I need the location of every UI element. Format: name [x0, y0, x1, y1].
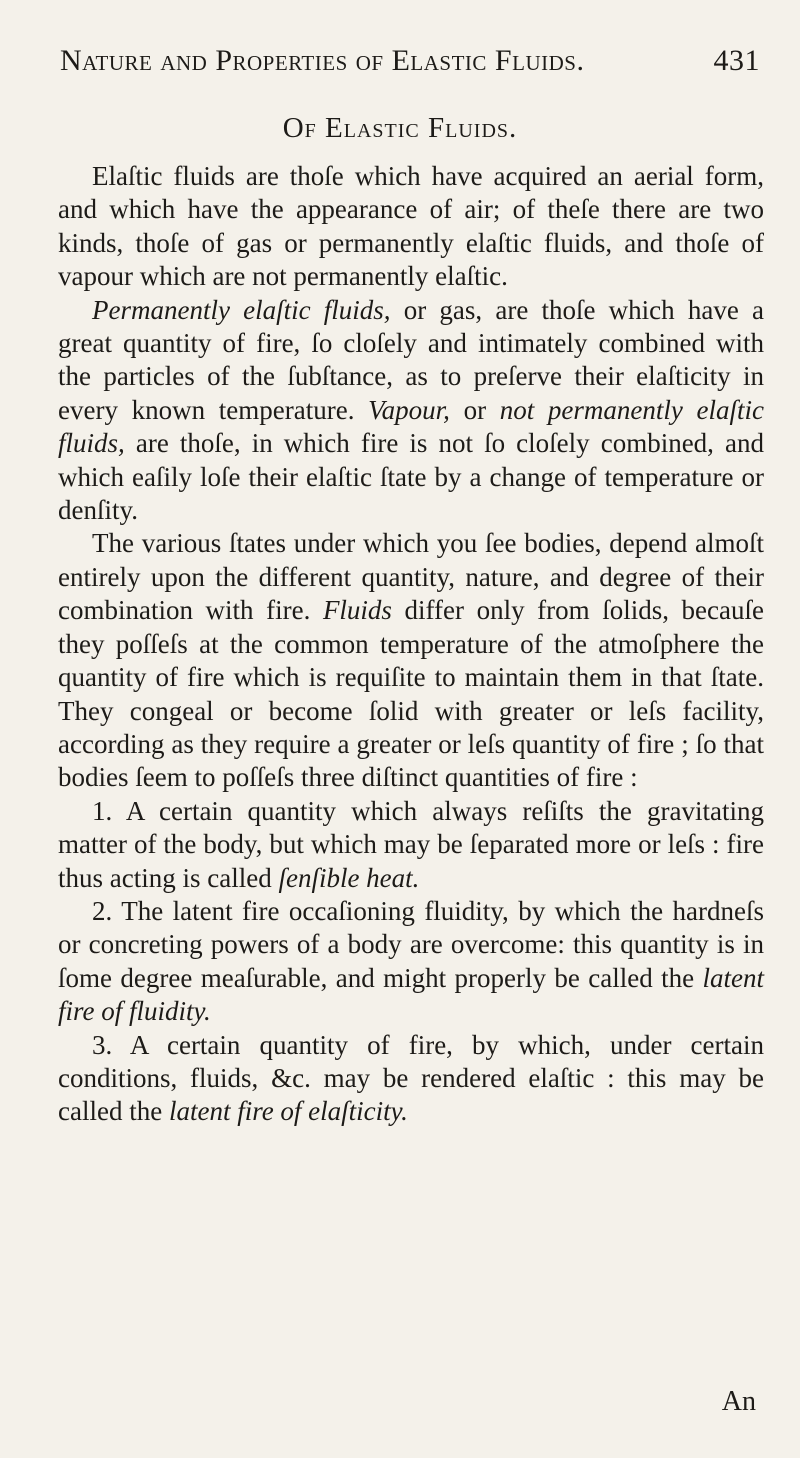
catchword: An	[721, 1386, 756, 1417]
body-text	[58, 160, 764, 1129]
running-head	[60, 44, 760, 78]
running-title: Nature and Properties of Elastic Fluids.	[60, 44, 585, 77]
list-item: 1. A certain quantity which always reſiſts the gravitating matter of the body, but which may be ſeparated more or leſs : fire thus acting is called ſenſible heat.	[58, 795, 764, 893]
page-number: 431	[713, 44, 760, 77]
list-item: 2. The latent fire occaſioning fluidity, by which the hardneſs or concreting powers of a body are overcome: this quantity is in ſome degree meaſurable, and might properly be called the latent fire of fluidity.	[58, 895, 764, 1027]
list-item: 3. A certain quantity of fire, by which, under certain conditions, fluids, &c. may be rendered elaſtic : this may be called the latent fire of elaſticity.	[58, 1029, 764, 1127]
paragraph: Elaſtic fluids are thoſe which have acquired an aerial form, and which have the appearance of air; of theſe there are two kinds, thoſe of gas or permanently elaſtic fluids, and thoſe of vapour which are not permanently elaſtic.	[58, 161, 764, 292]
paragraph: The various ſtates under which you ſee bodies, depend almoſt entirely upon the different quantity, nature, and degree of their combination with fire. Fluids differ only from ſolids, becauſe they poſſeſs at the common temperature of the atmoſphere the quantity of fire which is requiſite to maintain them in that ſtate. They congeal or become ſolid with greater or leſs facility, according as they require a greater or leſs quantity of fire ; ſo that bodies ſeem to poſſeſs three diſtinct quantities of fire :	[58, 528, 764, 793]
paragraph: Permanently elaſtic fluids, or gas, are thoſe which have a great quantity of fire, ſo cloſely and intimately combined with the particles of the ſubſtance, as to preſerve their elaſticity in every known temperature. Vapour, or not permanently elaſtic fluids, are thoſe, in which fire is not ſo cloſely combined, and which eaſily loſe their elaſtic ſtate by a change of temperature or denſity.	[58, 294, 765, 526]
section-title: Of Elastic Fluids.	[282, 112, 518, 144]
